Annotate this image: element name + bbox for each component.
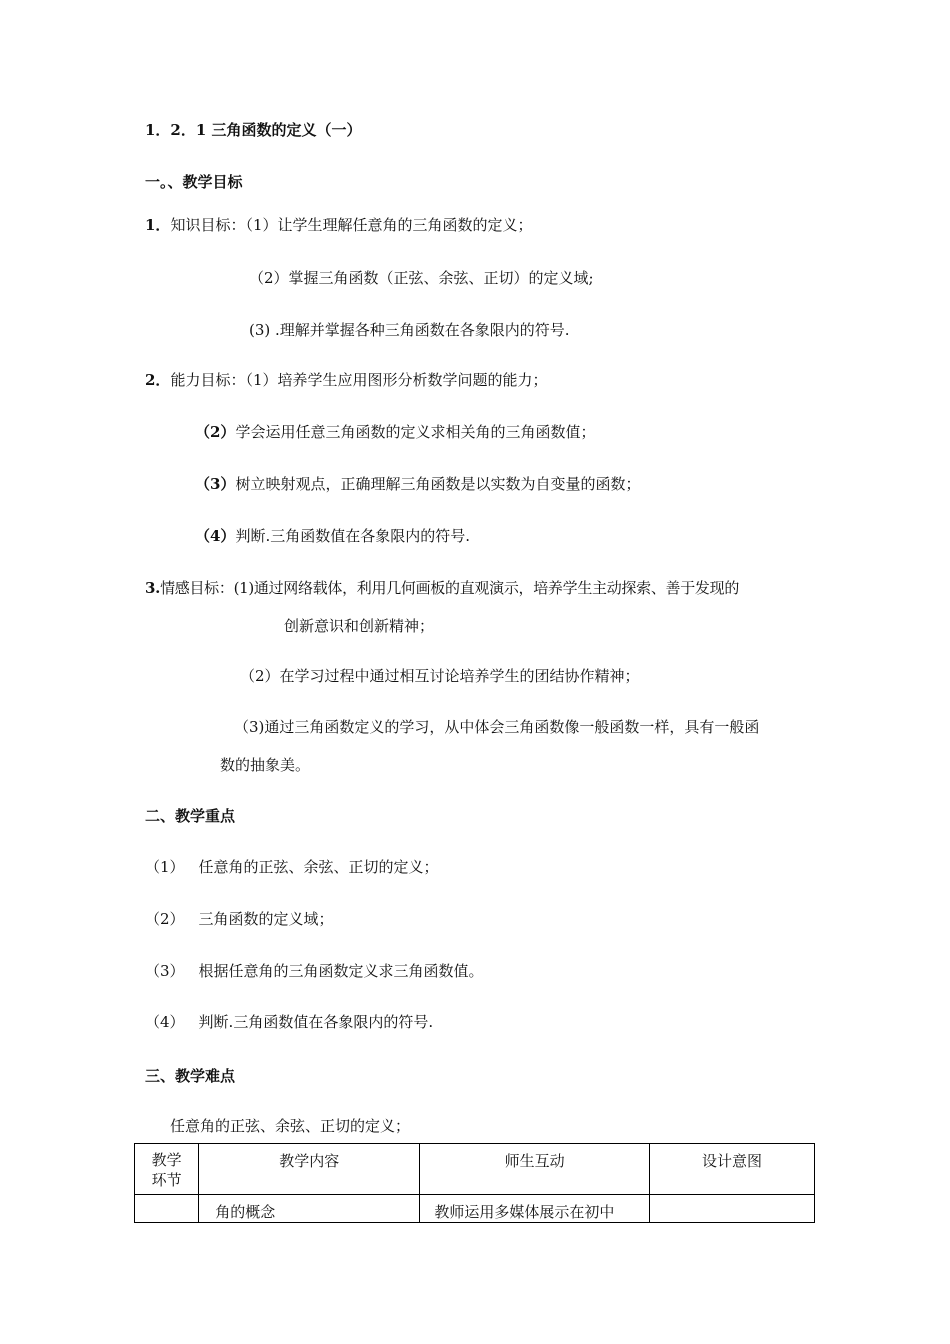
knowledge-item-2: （2）掌握三角函数（正弦、余弦、正切）的定义域; (249, 269, 594, 287)
table-cell: 角的概念 (199, 1195, 420, 1223)
key-point-3 (145, 961, 484, 981)
ability-text: 能力目标：（1）培养学生应用图形分析数学问题的能力； (170, 371, 548, 389)
header-stage-line2: 环节 (151, 1171, 182, 1189)
page-title: 1．2．1 三角函数的定义（一） (145, 121, 362, 139)
table-cell (135, 1195, 199, 1223)
knowledge-item-3: (3) .理解并掌握各种三角函数在各象限内的符号. (249, 321, 570, 339)
emotion-item-3-cont: 数的抽象美。 (220, 756, 311, 774)
ability-label: 2． (145, 371, 171, 389)
emotion-text: 情感目标：(1)通过网络载体，利用几何画板的直观演示，培养学生主动探索、善于发现的 (160, 579, 740, 597)
emotion-text-cont: 创新意识和创新精神； (284, 617, 435, 635)
header-cell-intent: 设计意图 (650, 1144, 815, 1195)
ability-item-3 (195, 474, 640, 494)
key-point-text: 三角函数的定义域； (198, 910, 334, 928)
key-point-1 (145, 857, 439, 877)
knowledge-objective (145, 215, 532, 235)
emotion-label: 3. (145, 579, 161, 597)
key-point-text: 根据任意角的三角函数定义求三角函数值。 (198, 962, 484, 980)
ability-item-2-num: （2） (195, 423, 236, 441)
key-points-heading: 二、教学重点 (145, 807, 236, 825)
key-point-text: 任意角的正弦、余弦、正切的定义； (198, 858, 439, 876)
key-point-text: 判断.三角函数值在各象限内的符号. (198, 1013, 434, 1031)
ability-item-3-text: 树立映射观点，正确理解三角函数是以实数为自变量的函数； (235, 475, 641, 493)
key-point-num: （2） (145, 910, 185, 928)
lesson-plan-table (134, 1143, 815, 1223)
difficulty-heading: 三、教学难点 (145, 1067, 236, 1085)
header-cell-interaction: 师生互动 (420, 1144, 650, 1195)
ability-item-2-text: 学会运用任意三角函数的定义求相关角的三角函数值； (235, 423, 596, 441)
key-point-num: （1） (145, 858, 185, 876)
table-cell: 教师运用多媒体展示在初中 (420, 1195, 650, 1223)
ability-item-2 (195, 422, 595, 442)
objectives-heading: 一。、教学目标 (145, 173, 243, 191)
difficulty-text: 任意角的正弦、余弦、正切的定义； (170, 1117, 411, 1135)
key-point-2 (145, 909, 334, 929)
header-cell-stage (135, 1144, 199, 1195)
table-row (135, 1195, 815, 1223)
emotion-item-3: （3)通过三角函数定义的学习，从中体会三角函数像一般函数一样，具有一般函 (234, 718, 760, 736)
table-header-row (135, 1144, 815, 1195)
key-point-num: （4） (145, 1013, 185, 1031)
emotion-item-2: （2）在学习过程中通过相互讨论培养学生的团结协作精神； (240, 667, 640, 685)
emotion-objective (145, 578, 739, 598)
knowledge-label: 1． (145, 216, 171, 234)
ability-item-3-num: （3） (195, 475, 236, 493)
ability-item-4-text: 判断.三角函数值在各象限内的符号. (235, 527, 470, 545)
ability-item-4 (195, 526, 470, 546)
ability-objective (145, 370, 547, 390)
knowledge-text: 知识目标：（1）让学生理解任意角的三角函数的定义； (170, 216, 533, 234)
key-point-num: （3） (145, 962, 185, 980)
ability-item-4-num: （4） (195, 527, 236, 545)
key-point-4 (145, 1012, 433, 1032)
header-cell-content: 教学内容 (199, 1144, 420, 1195)
header-stage-line1: 教学 (151, 1151, 182, 1169)
table-cell (650, 1195, 815, 1223)
